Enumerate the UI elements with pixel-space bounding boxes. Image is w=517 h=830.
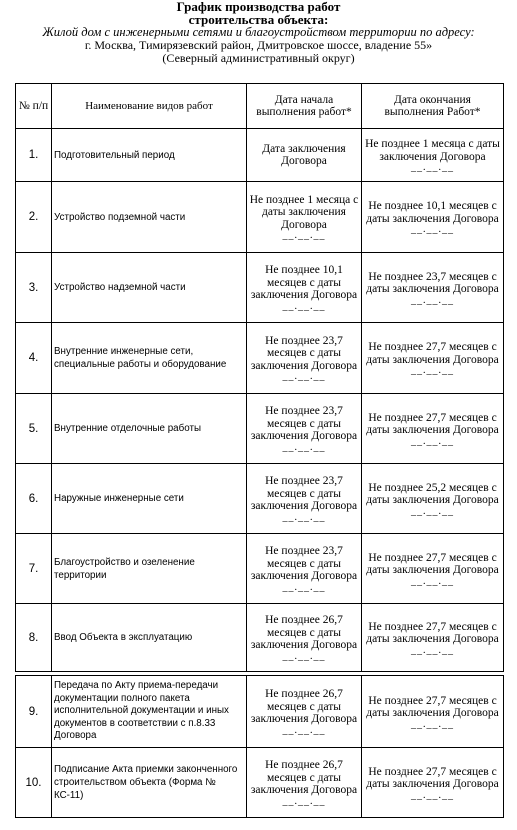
- row-end: [362, 464, 504, 534]
- row-start-text: Не позднее 26,7 месяцев с даты заключения Договора: [250, 614, 358, 652]
- row-end: [362, 253, 504, 323]
- header-num: № п/п: [16, 84, 52, 129]
- row-end: [362, 323, 504, 394]
- date-placeholder: __.__.__: [411, 294, 454, 306]
- date-placeholder: __.__.__: [411, 365, 454, 376]
- row-end: [362, 748, 504, 818]
- table-row: [16, 394, 504, 464]
- document-address: г. Москва, Тимирязевский район, Дмитровское шоссе, владение 55»: [84, 38, 433, 52]
- row-name: Внутренние инженерные сети, специальные работы и оборудование: [52, 323, 247, 394]
- table-row: [16, 534, 504, 604]
- date-placeholder: __.__.__: [411, 505, 454, 517]
- row-start: [247, 323, 362, 394]
- row-start-text: Не позднее 23,7 месяцев с даты заключения Договора: [250, 405, 358, 443]
- row-start: [247, 182, 362, 253]
- header-end: Дата окончания выполнения Работ*: [362, 84, 504, 129]
- row-num: 3.: [16, 253, 52, 323]
- row-end-text: Не позднее 1 месяца с даты заключения Договора: [365, 138, 500, 163]
- row-num: 2.: [16, 182, 52, 253]
- row-name: Передача по Акту приема-передачи документации полного пакета исполнительной документации и иных документов в соответствии с п.8.33 Договора: [52, 676, 247, 748]
- row-end-text: Не позднее 23,7 месяцев с даты заключения Договора: [366, 270, 499, 295]
- row-start-text: Не позднее 26,7 месяцев с даты заключения Договора: [250, 759, 358, 797]
- row-name: Подписание Акта приемки законченного строительством объекта (Форма № КС-11): [52, 748, 247, 818]
- document-subtitle: Жилой дом с инженерными сетями и благоустройством территории по адресу:: [42, 25, 475, 39]
- row-start: [247, 464, 362, 534]
- row-start-text: Не позднее 23,7 месяцев с даты заключения Договора: [250, 545, 358, 583]
- row-num: 5.: [16, 394, 52, 464]
- row-start: [247, 748, 362, 818]
- row-name: Ввод Объекта в эксплуатацию: [52, 604, 247, 672]
- table-row: [16, 464, 504, 534]
- row-name: Подготовительный период: [52, 129, 247, 182]
- date-placeholder: __.__.__: [282, 724, 326, 736]
- row-start: [247, 534, 362, 604]
- date-placeholder: __.__.__: [282, 581, 326, 593]
- row-start: [247, 604, 362, 672]
- table-header-row: [16, 84, 504, 129]
- row-start-text: Не позднее 10,1 месяцев с даты заключения Договора: [250, 264, 358, 302]
- row-end-text: Не позднее 25,2 месяцев с даты заключения Договора: [366, 481, 499, 506]
- table-row: [16, 129, 504, 182]
- row-start: [247, 253, 362, 323]
- row-name: Устройство подземной части: [52, 182, 247, 253]
- row-end-text: Не позднее 10,1 месяцев с даты заключения Договора: [366, 200, 499, 225]
- schedule-table-continued: [15, 675, 504, 818]
- table-row: [16, 676, 504, 748]
- row-start: [247, 394, 362, 464]
- table-row: [16, 182, 504, 253]
- table-row: [16, 323, 504, 394]
- date-placeholder: __.__.__: [411, 789, 454, 801]
- date-placeholder: __.__.__: [411, 435, 454, 447]
- document-title-line2: строительства объекта:: [188, 12, 329, 27]
- header-name: Наименование видов работ: [52, 84, 247, 129]
- row-end-text: Не позднее 27,7 месяцев с даты заключения Договора: [366, 694, 499, 719]
- row-end: [362, 394, 504, 464]
- table-row: [16, 748, 504, 818]
- row-name: Внутренние отделочные работы: [52, 394, 247, 464]
- header-start: Дата начала выполнения работ*: [247, 84, 362, 129]
- date-placeholder: __.__.__: [411, 575, 454, 587]
- row-end-text: Не позднее 27,7 месяцев с даты заключения Договора: [366, 551, 499, 576]
- table-row: [16, 604, 504, 672]
- row-name: Наружные инженерные сети: [52, 464, 247, 534]
- row-start: [247, 676, 362, 748]
- date-placeholder: __.__.__: [282, 441, 326, 453]
- date-placeholder: __.__.__: [282, 300, 326, 312]
- date-placeholder: __.__.__: [411, 162, 454, 173]
- row-end-text: Не позднее 27,7 месяцев с даты заключения Договора: [366, 620, 499, 645]
- row-name: Благоустройство и озеленение территории: [52, 534, 247, 604]
- row-end-text: Не позднее 27,7 месяцев с даты заключения Договора: [366, 411, 499, 436]
- row-name: Устройство надземной части: [52, 253, 247, 323]
- schedule-table-main: [15, 83, 504, 672]
- row-num: 4.: [16, 323, 52, 394]
- row-num: 1.: [16, 129, 52, 182]
- row-start: Дата заключения Договора: [247, 129, 362, 182]
- row-end: [362, 129, 504, 182]
- row-start-text: Не позднее 23,7 месяцев с даты заключения Договора: [250, 475, 358, 513]
- row-end: [362, 182, 504, 253]
- row-num: 8.: [16, 604, 52, 672]
- date-placeholder: __.__.__: [282, 511, 326, 523]
- row-end: [362, 676, 504, 748]
- date-placeholder: __.__.__: [411, 224, 454, 235]
- row-start-text: Не позднее 26,7 месяцев с даты заключения Договора: [250, 688, 358, 726]
- date-placeholder: __.__.__: [411, 644, 454, 656]
- row-end-text: Не позднее 27,7 месяцев с даты заключения Договора: [366, 765, 499, 790]
- date-placeholder: __.__.__: [282, 795, 326, 807]
- row-start-text: Не позднее 1 месяца с даты заключения Договора: [249, 193, 359, 231]
- row-end: [362, 604, 504, 672]
- date-placeholder: __.__.__: [282, 371, 326, 383]
- document-header: [0, 0, 517, 65]
- row-end: [362, 534, 504, 604]
- document-title-line1: График производства работ: [176, 0, 341, 14]
- table-row: [16, 253, 504, 323]
- date-placeholder: __.__.__: [282, 230, 326, 242]
- row-num: 7.: [16, 534, 52, 604]
- row-num: 10.: [16, 748, 52, 818]
- row-start-text: Не позднее 23,7 месяцев с даты заключения Договора: [250, 334, 358, 372]
- document-district: (Северный административный округ): [162, 51, 355, 65]
- row-end-text: Не позднее 27,7 месяцев с даты заключения Договора: [366, 341, 499, 366]
- row-num: 9.: [16, 676, 52, 748]
- date-placeholder: __.__.__: [282, 650, 326, 662]
- row-num: 6.: [16, 464, 52, 534]
- date-placeholder: __.__.__: [411, 718, 454, 730]
